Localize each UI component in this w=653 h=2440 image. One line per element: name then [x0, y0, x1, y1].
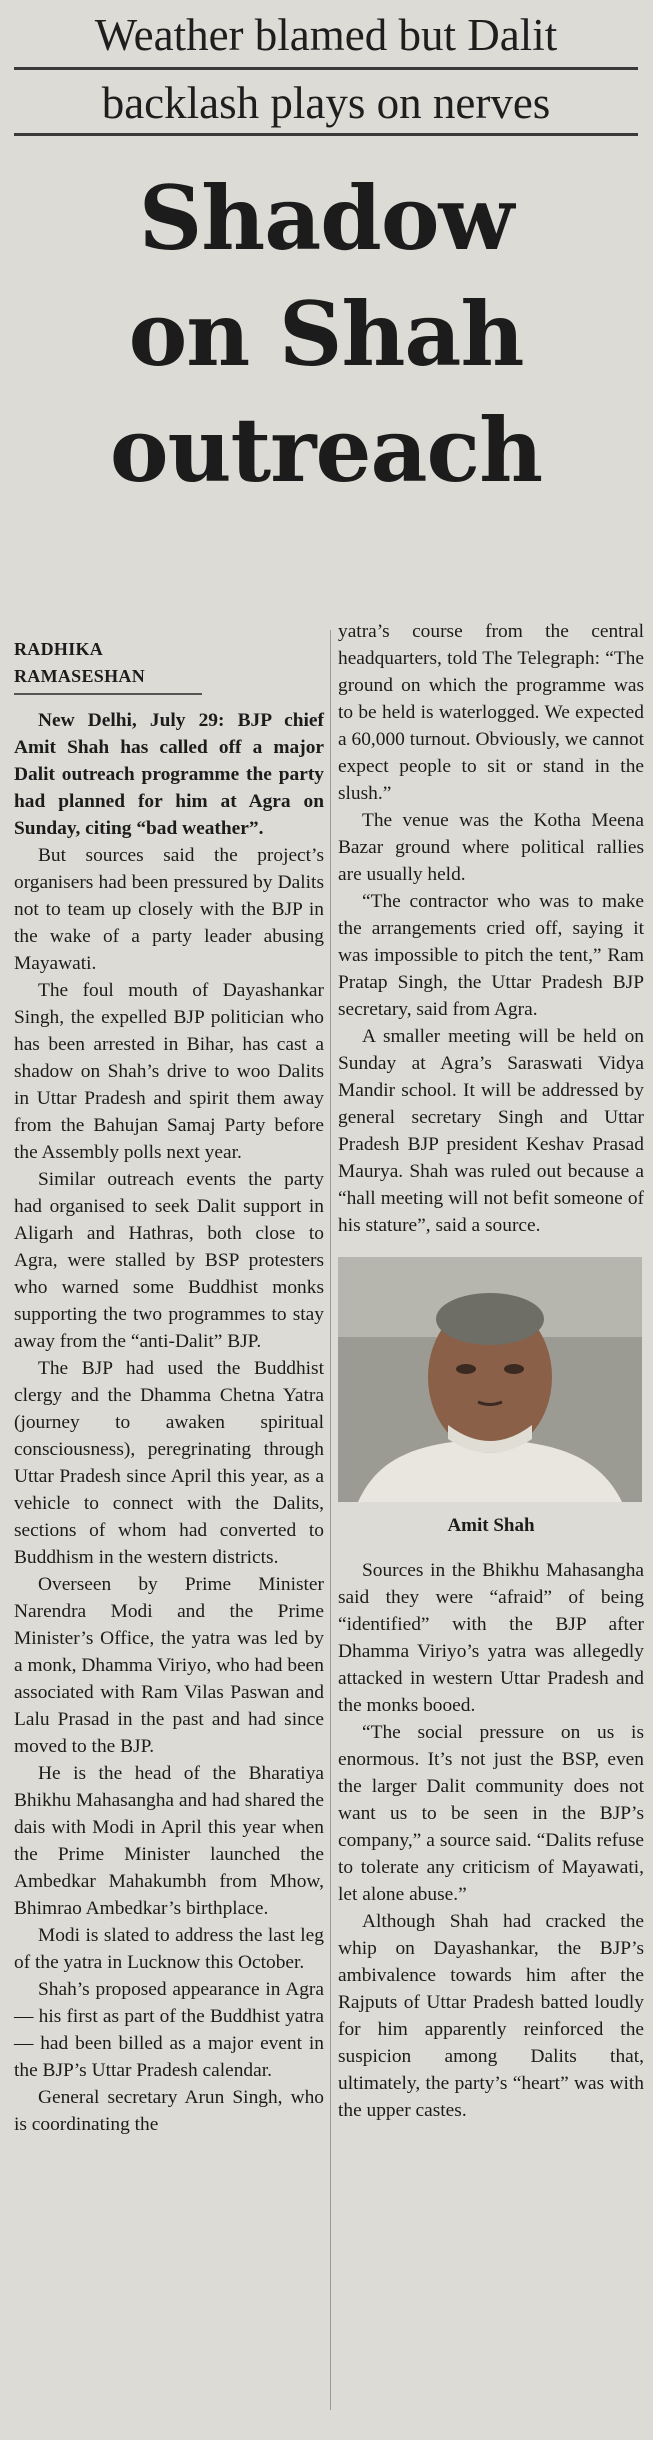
paragraph: Similar outreach events the party had organised to seek Dalit support in Aligarh and Hathras, both close to Agra, were stalled by BSP protesters who warned some Buddhist monks supporting the two programmes to stay away from the “anti-Dalit” BJP. [14, 1169, 324, 1352]
portrait-photo [338, 1257, 642, 1502]
paragraph: Overseen by Prime Minister Narendra Modi and the Prime Minister’s Office, the yatra was led by a monk, Dhamma Viriyo, who had been associated with Ram Vilas Paswan and Lalu Prasad in the past and had since moved to the BJP. [14, 1574, 324, 1757]
right-column [338, 618, 644, 2124]
byline: RADHIKA RAMASESHAN [14, 636, 202, 695]
kicker-line-1: Weather blamed but Dalit [14, 8, 638, 70]
lead-paragraph: New Delhi, July 29: BJP chief Amit Shah has called off a major Dalit outreach programme the party had planned for him at Agra on Sunday, citing “bad weather”. [14, 710, 324, 839]
paragraph: yatra’s course from the central headquarters, told The Telegraph: “The ground on which the programme was to be held is waterlogged. We expected a 60,000 turnout. Obviously, we cannot expect people to sit or stand in the slush.” [338, 621, 644, 804]
paragraph: “The contractor who was to make the arrangements cried off, saying it was impossible to pitch the tent,” Ram Pratap Singh, the Uttar Pradesh BJP secretary, said from Agra. [338, 891, 644, 1020]
paragraph: General secretary Arun Singh, who is coordinating the [14, 2087, 324, 2135]
paragraph: Modi is slated to address the last leg of the yatra in Lucknow this October. [14, 1925, 324, 1973]
photo-caption: Amit Shah [447, 1515, 535, 1536]
headline-line-1: Shadow [138, 166, 514, 270]
kicker-line-2: backlash plays on nerves [14, 76, 638, 136]
column-divider [330, 630, 331, 2410]
paragraph: Sources in the Bhikhu Mahasangha said they were “afraid” of being “identified” with the BJP after Dhamma Viriyo’s yatra was allegedly attacked in western Uttar Pradesh and the monks booed. [338, 1560, 644, 1716]
paragraph: Although Shah had cracked the whip on Dayashankar, the BJP’s ambivalence towards him after the Rajputs of Uttar Pradesh batted loudly for him apparently reinforced the suspicion among Dalits that, ultimately, the party’s “heart” was with the upper castes. [338, 1911, 644, 2121]
headline-line-2: on Shah [128, 282, 524, 386]
headline-line-3: outreach [109, 398, 543, 502]
headline [20, 160, 632, 508]
paragraph: A smaller meeting will be held on Sunday at Agra’s Saraswati Vidya Mandir school. It will be addressed by general secretary Singh and Uttar Pradesh BJP president Keshav Prasad Maurya. Shah was ruled out because a “hall meeting will not befit someone of his stature”, said a source. [338, 1026, 644, 1236]
paragraph: But sources said the project’s organisers had been pressured by Dalits not to team up closely with the BJP in the wake of a party leader abusing Mayawati. [14, 845, 324, 974]
paragraph: The BJP had used the Buddhist clergy and the Dhamma Chetna Yatra (journey to awaken spiritual consciousness), peregrinating through Uttar Pradesh since April this year, as a vehicle to connect with the Dalits, sections of whom had converted to Buddhism in the western districts. [14, 1358, 324, 1568]
paragraph: The venue was the Kotha Meena Bazar ground where political rallies are usually held. [338, 810, 644, 885]
left-column [14, 618, 324, 2138]
paragraph: The foul mouth of Dayashankar Singh, the expelled BJP politician who has been arrested in Bihar, has cast a shadow on Shah’s drive to woo Dalits in Uttar Pradesh and spirit them away from the Bahujan Samaj Party before the Assembly polls next year. [14, 980, 324, 1163]
portrait-image [338, 1257, 642, 1502]
paragraph: “The social pressure on us is enormous. It’s not just the BSP, even the larger Dalit community does not want us to be seen in the BJP’s company,” a source said. “Dalits refuse to tolerate any criticism of Mayawati, let alone abuse.” [338, 1722, 644, 1905]
paragraph: Shah’s proposed appearance in Agra — his first as part of the Buddhist yatra — had been billed as a major event in the BJP’s Uttar Pradesh calendar. [14, 1979, 324, 2081]
paragraph: He is the head of the Bharatiya Bhikhu Mahasangha and had shared the dais with Modi in April this year when the Prime Minister launched the Ambedkar Mahakumbh from Mhow, Bhimrao Ambedkar’s birthplace. [14, 1763, 324, 1919]
